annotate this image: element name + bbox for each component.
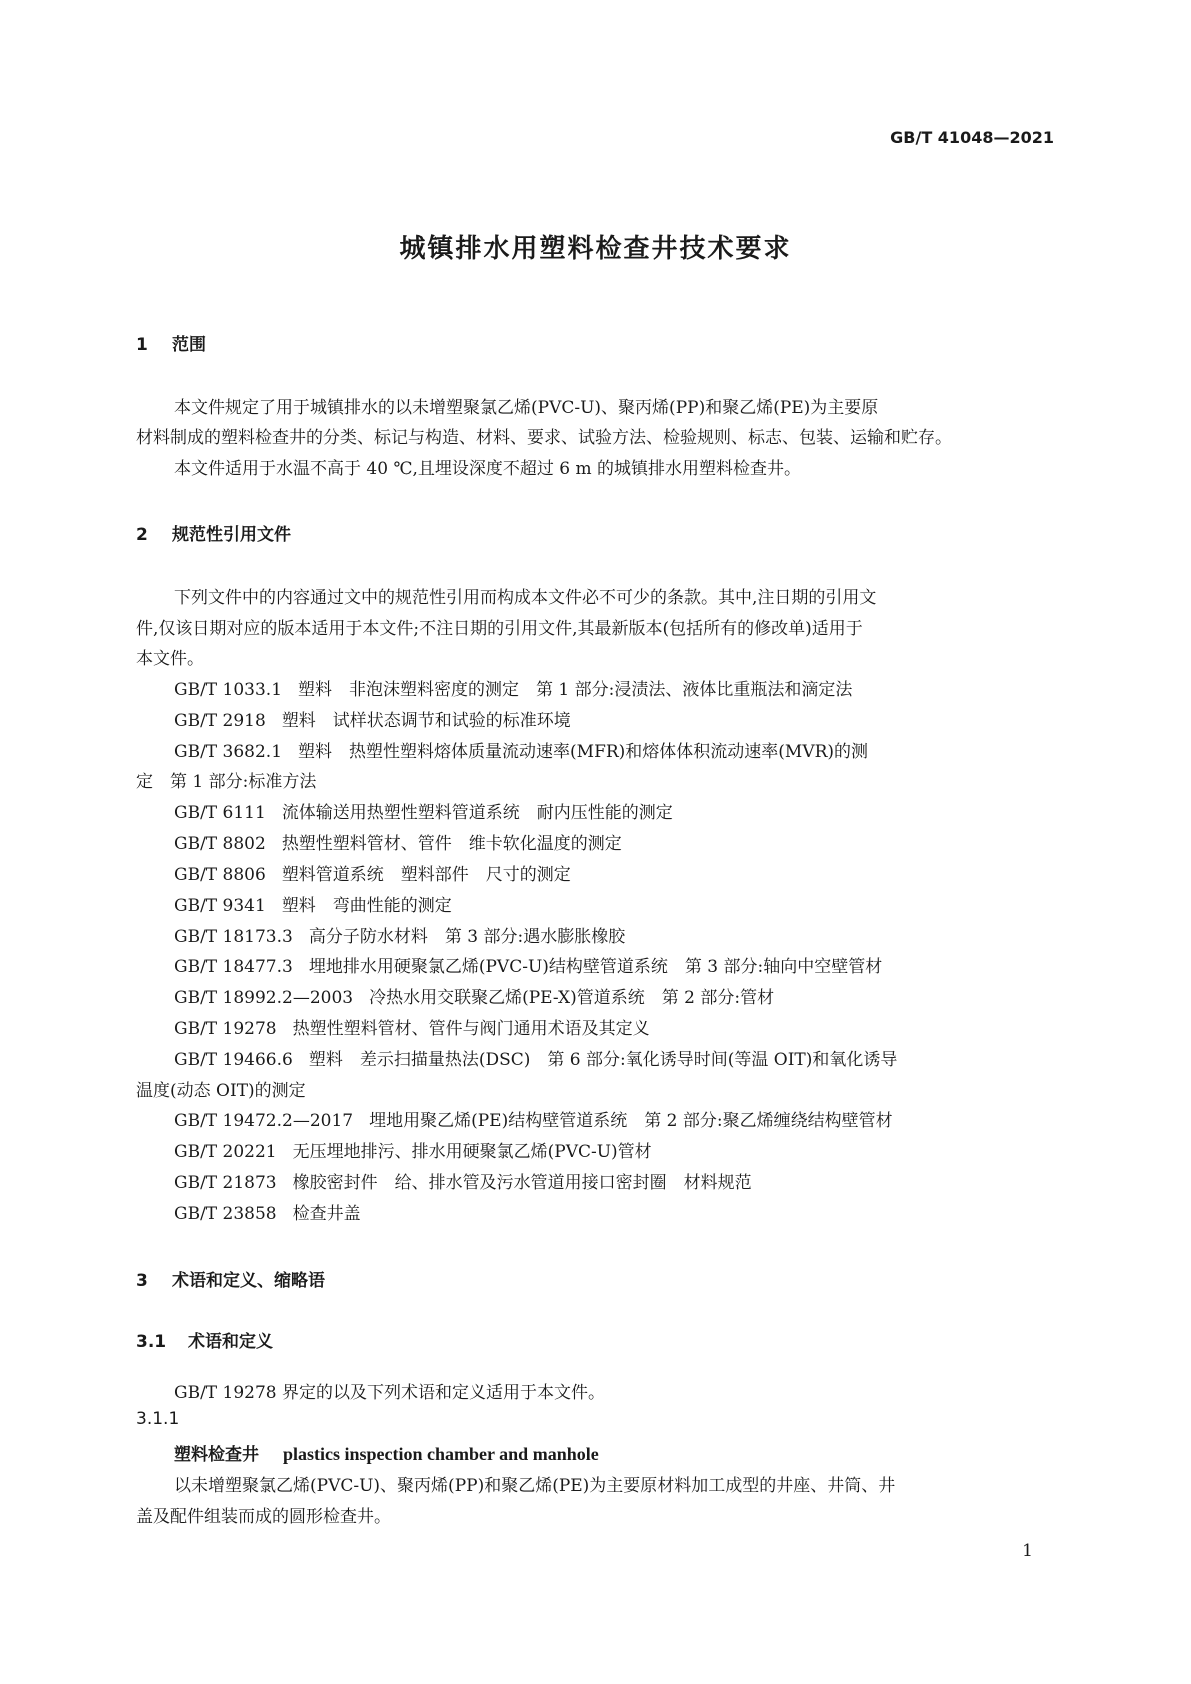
reference-item [174, 1199, 377, 1224]
reference-code: GB/T 8802 [174, 834, 266, 854]
reference-title: 无压埋地排污、排水用硬聚氯乙烯(PVC-U)管材 [292, 1142, 652, 1162]
reference-title: 塑料管道系统 塑料部件 尺寸的测定 [281, 865, 571, 885]
subsection-3-1-heading [136, 1327, 273, 1352]
reference-title: 热塑性塑料管材、管件 维卡软化温度的测定 [281, 834, 622, 854]
reference-title: 流体输送用热塑性塑料管道系统 耐内压性能的测定 [281, 803, 673, 823]
reference-title: 埋地用聚乙烯(PE)结构壁管道系统 第 2 部分:聚乙烯缠绕结构壁管材 [369, 1111, 893, 1131]
reference-code: GB/T 2918 [174, 711, 266, 731]
reference-code: GB/T 18992.2—2003 [174, 988, 354, 1008]
scope-paragraph: 本文件适用于水温不高于 40 ℃,且埋设深度不超过 6 m 的城镇排水用塑料检查井。 [174, 459, 802, 479]
reference-code: GB/T 19466.6 [174, 1050, 293, 1070]
reference-title: 埋地排水用硬聚氯乙烯(PVC-U)结构壁管道系统 第 3 部分:轴向中空壁管材 [308, 957, 883, 977]
reference-code: GB/T 9341 [174, 896, 266, 916]
reference-item [174, 798, 689, 823]
section-number: 2 [136, 525, 148, 545]
reference-code: GB/T 19472.2—2017 [174, 1111, 354, 1131]
document-title: 城镇排水用塑料检查井技术要求 [399, 234, 792, 264]
reference-item [174, 1014, 666, 1039]
section-number: 3 [136, 1271, 148, 1291]
reference-item [174, 1106, 909, 1131]
reference-code: GB/T 20221 [174, 1142, 277, 1162]
reference-code: GB/T 1033.1 [174, 680, 283, 700]
reference-item [174, 675, 868, 700]
reference-title: 塑料 弯曲性能的测定 [281, 896, 452, 916]
reference-code: GB/T 23858 [174, 1204, 277, 1224]
reference-title: 检查井盖 [292, 1204, 361, 1224]
term-english: plastics inspection chamber and manhole [283, 1444, 599, 1464]
reference-title: 塑料 热塑性塑料熔体质量流动速率(MFR)和熔体体积流动速率(MVR)的测 [298, 742, 869, 762]
reference-title: 塑料 试样状态调节和试验的标准环境 [281, 711, 571, 731]
reference-title: 冷热水用交联聚乙烯(PE-X)管道系统 第 2 部分:管材 [369, 988, 775, 1008]
reference-item [174, 706, 587, 731]
reference-item [174, 737, 884, 762]
subsection-title: 术语和定义 [188, 1332, 273, 1352]
section-title: 规范性引用文件 [172, 525, 291, 545]
reference-item [174, 1137, 668, 1162]
term-number: 3.1.1 [136, 1409, 180, 1429]
page-number: 1 [1022, 1541, 1033, 1561]
section-title: 术语和定义、缩略语 [172, 1271, 325, 1291]
reference-code: GB/T 18173.3 [174, 927, 293, 947]
term-heading [174, 1440, 599, 1465]
reference-code: GB/T 8806 [174, 865, 266, 885]
reference-item [174, 922, 641, 947]
section-2-heading [136, 520, 291, 545]
reference-item [174, 829, 638, 854]
reference-title: 热塑性塑料管材、管件与阀门通用术语及其定义 [292, 1019, 650, 1039]
reference-continuation: 定 第 1 部分:标准方法 [136, 772, 317, 792]
scope-paragraph-line: 材料制成的塑料检查井的分类、标记与构造、材料、要求、试验方法、检验规则、标志、包装、运输和贮存。 [136, 428, 952, 448]
reference-title: 塑料 差示扫描量热法(DSC) 第 6 部分:氧化诱导时间(等温 OIT)和氧化诱导 [308, 1050, 898, 1070]
section-3-heading [136, 1266, 325, 1291]
term-definition-line: 盖及配件组装而成的圆形检查井。 [136, 1507, 391, 1527]
reference-title: 高分子防水材料 第 3 部分:遇水膨胀橡胶 [308, 927, 626, 947]
reference-code: GB/T 18477.3 [174, 957, 293, 977]
document-code: GB/T 41048—2021 [890, 128, 1054, 147]
reference-item [174, 1045, 913, 1070]
reference-title: 塑料 非泡沫塑料密度的测定 第 1 部分:浸渍法、液体比重瓶法和滴定法 [298, 680, 853, 700]
section-1-heading [136, 330, 206, 355]
reference-code: GB/T 6111 [174, 803, 266, 823]
references-intro-line: 本文件。 [136, 649, 204, 669]
reference-item [174, 860, 587, 885]
reference-item [174, 891, 468, 916]
reference-code: GB/T 19278 [174, 1019, 277, 1039]
reference-continuation: 温度(动态 OIT)的测定 [136, 1081, 306, 1101]
reference-item [174, 983, 790, 1008]
reference-item [174, 1168, 768, 1193]
reference-code: GB/T 21873 [174, 1173, 277, 1193]
section-number: 1 [136, 335, 148, 355]
scope-paragraph-line: 本文件规定了用于城镇排水的以未增塑聚氯乙烯(PVC-U)、聚丙烯(PP)和聚乙烯(PE)为主要原 [174, 398, 879, 418]
reference-code: GB/T 3682.1 [174, 742, 283, 762]
references-intro-line: 下列文件中的内容通过文中的规范性引用而构成本文件必不可少的条款。其中,注日期的引用文 [174, 588, 877, 608]
term-chinese: 塑料检查井 [174, 1445, 259, 1465]
subsection-number: 3.1 [136, 1332, 167, 1352]
references-intro-line: 件,仅该日期对应的版本适用于本文件;不注日期的引用文件,其最新版本(包括所有的修改单)适用于 [136, 619, 863, 639]
terms-intro: GB/T 19278 界定的以及下列术语和定义适用于本文件。 [174, 1383, 606, 1403]
term-definition-line: 以未增塑聚氯乙烯(PVC-U)、聚丙烯(PP)和聚乙烯(PE)为主要原材料加工成型的井座、井筒、井 [174, 1476, 896, 1496]
reference-title: 橡胶密封件 给、排水管及污水管道用接口密封圈 材料规范 [292, 1173, 752, 1193]
reference-item [174, 952, 898, 977]
section-title: 范围 [172, 335, 206, 355]
